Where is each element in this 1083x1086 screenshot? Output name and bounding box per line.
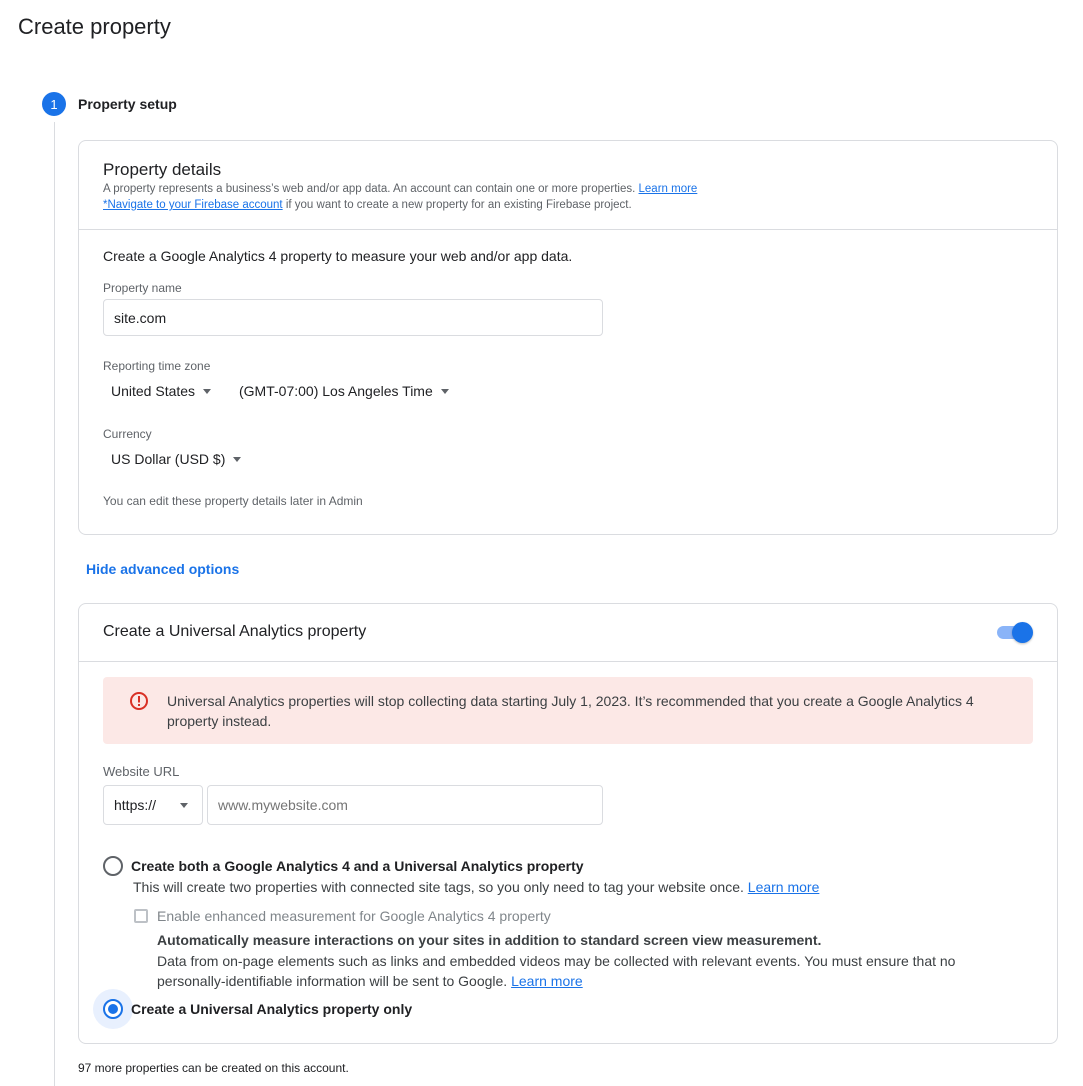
- time-zone-dropdown[interactable]: [239, 383, 449, 399]
- step-connector-line: [54, 122, 55, 1086]
- country-dropdown[interactable]: [111, 383, 211, 399]
- step-label: Property setup: [78, 96, 177, 112]
- currency-dropdown[interactable]: [111, 451, 241, 467]
- firebase-account-link[interactable]: *Navigate to your Firebase account: [103, 199, 283, 211]
- ga4-intro-text: Create a Google Analytics 4 property to measure your web and/or app data.: [103, 248, 573, 264]
- edit-later-note: You can edit these property details later in Admin: [103, 494, 363, 508]
- property-name-input[interactable]: site.com: [103, 299, 603, 336]
- currency-value: US Dollar (USD $): [111, 451, 226, 467]
- property-description-text: A property represents a business’s web and/or app data. An account can contain one or more properties.: [103, 183, 636, 195]
- radio-selected-dot: [108, 1004, 118, 1014]
- properties-remaining-note: 97 more properties can be created on this account.: [78, 1061, 349, 1075]
- firebase-line: [103, 199, 632, 211]
- time-zone-value: (GMT-07:00) Los Angeles Time: [239, 383, 433, 399]
- create-both-desc-text: This will create two properties with connected site tags, so you only need to tag your website once.: [133, 879, 744, 895]
- website-url-label: Website URL: [103, 764, 180, 779]
- enhanced-measurement-label: Enable enhanced measurement for Google Analytics 4 property: [157, 908, 551, 924]
- property-details-title: Property details: [103, 160, 222, 179]
- time-zone-label: Reporting time zone: [103, 359, 211, 373]
- enhanced-measurement-checkbox[interactable]: [134, 909, 148, 923]
- chevron-down-icon: [441, 389, 449, 394]
- enhanced-learn-more-link[interactable]: Learn more: [511, 973, 583, 989]
- protocol-value: https://: [114, 797, 157, 813]
- chevron-down-icon: [180, 803, 188, 808]
- property-details-card: [78, 140, 1058, 535]
- create-both-learn-more-link[interactable]: Learn more: [747, 879, 820, 895]
- learn-more-link[interactable]: Learn more: [638, 183, 698, 195]
- hide-advanced-options-link[interactable]: Hide advanced options: [86, 561, 240, 577]
- currency-label: Currency: [103, 427, 152, 441]
- deprecation-warning-text: Universal Analytics properties will stop collecting data starting July 1, 2023. It’s recommended that you create a Google Analytics 4 property instead.: [167, 693, 974, 729]
- enhanced-measurement-title: Automatically measure interactions on your sites in addition to standard screen view measurement.: [157, 932, 822, 948]
- step-number-badge: 1: [42, 92, 66, 116]
- create-ua-only-label[interactable]: Create a Universal Analytics property only: [131, 1001, 413, 1017]
- chevron-down-icon: [233, 457, 241, 462]
- chevron-down-icon: [203, 389, 211, 394]
- enhanced-desc-text: Data from on-page elements such as links and embedded videos may be collected with relevant events. You must ensure that no personally-identifiable information will be sent to Google.: [157, 953, 956, 989]
- error-icon: [129, 691, 149, 711]
- property-details-description: [103, 183, 697, 195]
- property-name-label: Property name: [103, 281, 182, 295]
- ua-toggle-knob[interactable]: [1012, 622, 1033, 643]
- page-title: Create property: [18, 14, 171, 39]
- radio-create-both[interactable]: [103, 856, 123, 876]
- universal-analytics-title: Create a Universal Analytics property: [103, 623, 367, 640]
- create-both-label[interactable]: Create both a Google Analytics 4 and a Universal Analytics property: [131, 858, 584, 874]
- firebase-suffix-text: if you want to create a new property for an existing Firebase project.: [285, 199, 632, 211]
- protocol-dropdown[interactable]: [103, 785, 203, 825]
- universal-analytics-header: [79, 604, 1057, 662]
- create-both-description: [133, 877, 819, 897]
- enhanced-measurement-description: [157, 951, 997, 991]
- country-value: United States: [111, 383, 196, 399]
- property-details-header: [79, 141, 1057, 230]
- website-url-input[interactable]: [207, 785, 603, 825]
